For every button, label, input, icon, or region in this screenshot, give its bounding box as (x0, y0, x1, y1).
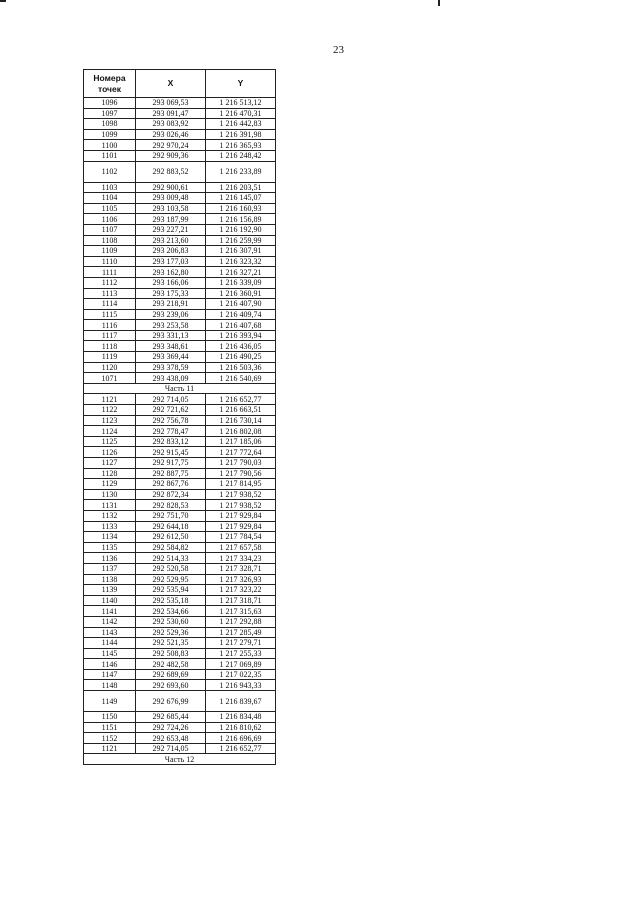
point-number-cell: 1116 (84, 320, 136, 331)
table-row (84, 669, 276, 680)
point-number-cell: 1139 (84, 585, 136, 596)
point-number-cell: 1117 (84, 330, 136, 341)
y-coordinate-cell: 1 217 326,93 (206, 574, 276, 585)
y-coordinate-cell: 1 216 407,68 (206, 320, 276, 331)
point-number-cell: 1145 (84, 648, 136, 659)
table-row (84, 638, 276, 649)
point-number-cell: 1140 (84, 595, 136, 606)
y-coordinate-cell: 1 216 248,42 (206, 150, 276, 161)
x-coordinate-cell: 292 514,33 (136, 553, 206, 564)
table-row (84, 98, 276, 109)
point-number-cell: 1134 (84, 532, 136, 543)
table-row (84, 648, 276, 659)
x-coordinate-cell: 293 331,13 (136, 330, 206, 341)
x-coordinate-cell: 292 917,75 (136, 458, 206, 469)
y-coordinate-cell: 1 216 436,05 (206, 341, 276, 352)
y-coordinate-cell: 1 216 360,91 (206, 288, 276, 299)
scan-edge-mark (438, 0, 440, 6)
point-number-cell: 1114 (84, 299, 136, 310)
table-row (84, 532, 276, 543)
table-row (84, 182, 276, 193)
x-coordinate-cell: 292 612,50 (136, 532, 206, 543)
table-row (84, 309, 276, 320)
y-coordinate-cell: 1 217 938,52 (206, 500, 276, 511)
table-row (84, 373, 276, 384)
table-row (84, 521, 276, 532)
point-number-cell: 1113 (84, 288, 136, 299)
point-number-cell: 1143 (84, 627, 136, 638)
table-row (84, 510, 276, 521)
x-coordinate-cell: 293 253,58 (136, 320, 206, 331)
x-coordinate-cell: 292 529,36 (136, 627, 206, 638)
point-number-cell: 1119 (84, 352, 136, 363)
y-coordinate-cell: 1 216 503,36 (206, 362, 276, 373)
x-coordinate-cell: 292 689,69 (136, 669, 206, 680)
x-coordinate-cell: 292 584,82 (136, 542, 206, 553)
table-row (84, 595, 276, 606)
table-row (84, 341, 276, 352)
table-row (84, 246, 276, 257)
table-row (84, 129, 276, 140)
table-row (84, 426, 276, 437)
x-coordinate-cell: 293 206,83 (136, 246, 206, 257)
y-coordinate-cell: 1 217 657,58 (206, 542, 276, 553)
y-coordinate-cell: 1 216 810,62 (206, 722, 276, 733)
y-coordinate-cell: 1 217 929,84 (206, 510, 276, 521)
header-y: Y (206, 70, 276, 98)
y-coordinate-cell: 1 216 730,14 (206, 415, 276, 426)
y-coordinate-cell: 1 216 307,91 (206, 246, 276, 257)
x-coordinate-cell: 293 369,44 (136, 352, 206, 363)
table-row (84, 627, 276, 638)
y-coordinate-cell: 1 216 409,74 (206, 309, 276, 320)
x-coordinate-cell: 293 227,21 (136, 224, 206, 235)
table-row (84, 722, 276, 733)
x-coordinate-cell: 292 520,58 (136, 563, 206, 574)
point-number-cell: 1101 (84, 150, 136, 161)
y-coordinate-cell: 1 216 696,69 (206, 733, 276, 744)
x-coordinate-cell: 292 909,36 (136, 150, 206, 161)
table-row (84, 405, 276, 416)
x-coordinate-cell: 293 026,46 (136, 129, 206, 140)
point-number-cell: 1110 (84, 256, 136, 267)
table-row (84, 352, 276, 363)
point-number-cell: 1125 (84, 436, 136, 447)
x-coordinate-cell: 292 833,12 (136, 436, 206, 447)
table-row (84, 468, 276, 479)
x-coordinate-cell: 292 676,99 (136, 691, 206, 712)
y-coordinate-cell: 1 216 470,31 (206, 108, 276, 119)
point-number-cell: 1128 (84, 468, 136, 479)
x-coordinate-cell: 292 693,60 (136, 680, 206, 691)
y-coordinate-cell: 1 217 069,89 (206, 659, 276, 670)
point-number-cell: 1130 (84, 489, 136, 500)
x-coordinate-cell: 293 175,33 (136, 288, 206, 299)
point-number-cell: 1146 (84, 659, 136, 670)
point-number-cell: 1098 (84, 119, 136, 130)
point-number-cell: 1109 (84, 246, 136, 257)
x-coordinate-cell: 293 187,99 (136, 214, 206, 225)
table-row (84, 680, 276, 691)
y-coordinate-cell: 1 216 834,48 (206, 712, 276, 723)
point-number-cell: 1136 (84, 553, 136, 564)
point-number-cell: 1151 (84, 722, 136, 733)
x-coordinate-cell: 293 103,58 (136, 203, 206, 214)
y-coordinate-cell: 1 217 784,54 (206, 532, 276, 543)
y-coordinate-cell: 1 216 407,90 (206, 299, 276, 310)
y-coordinate-cell: 1 217 790,03 (206, 458, 276, 469)
x-coordinate-cell: 292 828,53 (136, 500, 206, 511)
point-number-cell: 1107 (84, 224, 136, 235)
table-row (84, 743, 276, 754)
point-number-cell: 1132 (84, 510, 136, 521)
table-row (84, 394, 276, 405)
x-coordinate-cell: 292 721,62 (136, 405, 206, 416)
y-coordinate-cell: 1 216 540,69 (206, 373, 276, 384)
x-coordinate-cell: 293 348,61 (136, 341, 206, 352)
y-coordinate-cell: 1 217 814,95 (206, 479, 276, 490)
table-row (84, 203, 276, 214)
y-coordinate-cell: 1 216 391,98 (206, 129, 276, 140)
x-coordinate-cell: 293 091,47 (136, 108, 206, 119)
x-coordinate-cell: 292 900,61 (136, 182, 206, 193)
x-coordinate-cell: 293 083,92 (136, 119, 206, 130)
point-number-cell: 1142 (84, 616, 136, 627)
table-row (84, 277, 276, 288)
y-coordinate-cell: 1 217 255,33 (206, 648, 276, 659)
point-number-cell: 1148 (84, 680, 136, 691)
table-row (84, 542, 276, 553)
x-coordinate-cell: 293 009,48 (136, 193, 206, 204)
y-coordinate-cell: 1 217 772,64 (206, 447, 276, 458)
point-number-cell: 1144 (84, 638, 136, 649)
table-row (84, 574, 276, 585)
section-row (84, 383, 276, 394)
table-row (84, 119, 276, 130)
point-number-cell: 1121 (84, 394, 136, 405)
x-coordinate-cell: 293 069,53 (136, 98, 206, 109)
point-number-cell: 1150 (84, 712, 136, 723)
table-row (84, 563, 276, 574)
y-coordinate-cell: 1 216 490,25 (206, 352, 276, 363)
y-coordinate-cell: 1 217 279,71 (206, 638, 276, 649)
table-row (84, 458, 276, 469)
table-row (84, 489, 276, 500)
point-number-cell: 1097 (84, 108, 136, 119)
y-coordinate-cell: 1 217 334,23 (206, 553, 276, 564)
table-row (84, 436, 276, 447)
table-row (84, 320, 276, 331)
point-number-cell: 1118 (84, 341, 136, 352)
y-coordinate-cell: 1 216 652,77 (206, 394, 276, 405)
point-number-cell: 1135 (84, 542, 136, 553)
point-number-cell: 1133 (84, 521, 136, 532)
x-coordinate-cell: 292 714,05 (136, 394, 206, 405)
point-number-cell: 1152 (84, 733, 136, 744)
table-row (84, 214, 276, 225)
table-row (84, 447, 276, 458)
y-coordinate-cell: 1 216 442,83 (206, 119, 276, 130)
y-coordinate-cell: 1 216 203,51 (206, 182, 276, 193)
y-coordinate-cell: 1 216 327,21 (206, 267, 276, 278)
x-coordinate-cell: 292 534,66 (136, 606, 206, 617)
scan-edge-mark (0, 0, 6, 2)
point-number-cell: 1099 (84, 129, 136, 140)
point-number-cell: 1096 (84, 98, 136, 109)
table-header-row (84, 70, 276, 98)
table-row (84, 140, 276, 151)
y-coordinate-cell: 1 216 339,09 (206, 277, 276, 288)
x-coordinate-cell: 292 644,18 (136, 521, 206, 532)
coordinates-table-body (84, 98, 276, 765)
section-label: Часть 12 (84, 754, 276, 765)
header-point-numbers: Номера точек (84, 70, 136, 98)
y-coordinate-cell: 1 217 315,63 (206, 606, 276, 617)
point-number-cell: 1071 (84, 373, 136, 384)
point-number-cell: 1147 (84, 669, 136, 680)
point-number-cell: 1106 (84, 214, 136, 225)
y-coordinate-cell: 1 216 393,94 (206, 330, 276, 341)
y-coordinate-cell: 1 216 160,93 (206, 203, 276, 214)
x-coordinate-cell: 292 756,78 (136, 415, 206, 426)
x-coordinate-cell: 292 883,52 (136, 161, 206, 182)
x-coordinate-cell: 292 887,75 (136, 468, 206, 479)
y-coordinate-cell: 1 216 365,93 (206, 140, 276, 151)
y-coordinate-cell: 1 217 938,52 (206, 489, 276, 500)
y-coordinate-cell: 1 216 323,32 (206, 256, 276, 267)
y-coordinate-cell: 1 216 513,12 (206, 98, 276, 109)
table-row (84, 150, 276, 161)
x-coordinate-cell: 293 239,06 (136, 309, 206, 320)
point-number-cell: 1122 (84, 405, 136, 416)
point-number-cell: 1121 (84, 743, 136, 754)
y-coordinate-cell: 1 216 802,08 (206, 426, 276, 437)
table-row (84, 193, 276, 204)
y-coordinate-cell: 1 217 292,88 (206, 616, 276, 627)
x-coordinate-cell: 292 508,83 (136, 648, 206, 659)
table-row (84, 585, 276, 596)
x-coordinate-cell: 292 915,45 (136, 447, 206, 458)
y-coordinate-cell: 1 217 022,35 (206, 669, 276, 680)
point-number-cell: 1149 (84, 691, 136, 712)
x-coordinate-cell: 292 529,95 (136, 574, 206, 585)
x-coordinate-cell: 292 724,26 (136, 722, 206, 733)
y-coordinate-cell: 1 217 323,22 (206, 585, 276, 596)
x-coordinate-cell: 292 685,44 (136, 712, 206, 723)
table-row (84, 299, 276, 310)
y-coordinate-cell: 1 217 328,71 (206, 563, 276, 574)
point-number-cell: 1129 (84, 479, 136, 490)
point-number-cell: 1126 (84, 447, 136, 458)
point-number-cell: 1104 (84, 193, 136, 204)
y-coordinate-cell: 1 217 185,06 (206, 436, 276, 447)
point-number-cell: 1105 (84, 203, 136, 214)
point-number-cell: 1108 (84, 235, 136, 246)
point-number-cell: 1120 (84, 362, 136, 373)
x-coordinate-cell: 292 653,48 (136, 733, 206, 744)
y-coordinate-cell: 1 216 652,77 (206, 743, 276, 754)
y-coordinate-cell: 1 216 192,90 (206, 224, 276, 235)
x-coordinate-cell: 293 166,06 (136, 277, 206, 288)
x-coordinate-cell: 292 970,24 (136, 140, 206, 151)
page-number: 23 (333, 44, 344, 56)
x-coordinate-cell: 292 530,60 (136, 616, 206, 627)
table-row (84, 224, 276, 235)
table-row (84, 659, 276, 670)
y-coordinate-cell: 1 216 839,67 (206, 691, 276, 712)
point-number-cell: 1124 (84, 426, 136, 437)
point-number-cell: 1141 (84, 606, 136, 617)
x-coordinate-cell: 293 213,60 (136, 235, 206, 246)
x-coordinate-cell: 292 482,58 (136, 659, 206, 670)
x-coordinate-cell: 293 378,59 (136, 362, 206, 373)
table-row (84, 616, 276, 627)
table-row (84, 500, 276, 511)
x-coordinate-cell: 292 714,05 (136, 743, 206, 754)
y-coordinate-cell: 1 216 943,33 (206, 680, 276, 691)
x-coordinate-cell: 293 162,80 (136, 267, 206, 278)
point-number-cell: 1137 (84, 563, 136, 574)
x-coordinate-cell: 292 867,76 (136, 479, 206, 490)
point-number-cell: 1103 (84, 182, 136, 193)
table-row (84, 415, 276, 426)
x-coordinate-cell: 293 177,03 (136, 256, 206, 267)
y-coordinate-cell: 1 217 790,56 (206, 468, 276, 479)
table-row (84, 362, 276, 373)
header-x: X (136, 70, 206, 98)
x-coordinate-cell: 292 778,47 (136, 426, 206, 437)
table-row (84, 288, 276, 299)
point-number-cell: 1131 (84, 500, 136, 511)
table-row (84, 553, 276, 564)
y-coordinate-cell: 1 216 233,89 (206, 161, 276, 182)
table-row (84, 691, 276, 712)
point-number-cell: 1102 (84, 161, 136, 182)
point-number-cell: 1100 (84, 140, 136, 151)
table-row (84, 235, 276, 246)
coordinates-table (83, 69, 276, 765)
y-coordinate-cell: 1 216 145,07 (206, 193, 276, 204)
y-coordinate-cell: 1 216 156,89 (206, 214, 276, 225)
point-number-cell: 1123 (84, 415, 136, 426)
section-row (84, 754, 276, 765)
table-row (84, 267, 276, 278)
x-coordinate-cell: 292 521,35 (136, 638, 206, 649)
y-coordinate-cell: 1 217 285,49 (206, 627, 276, 638)
point-number-cell: 1111 (84, 267, 136, 278)
x-coordinate-cell: 292 535,18 (136, 595, 206, 606)
point-number-cell: 1138 (84, 574, 136, 585)
point-number-cell: 1115 (84, 309, 136, 320)
x-coordinate-cell: 292 535,94 (136, 585, 206, 596)
table-row (84, 479, 276, 490)
section-label: Часть 11 (84, 383, 276, 394)
table-row (84, 330, 276, 341)
y-coordinate-cell: 1 216 259,99 (206, 235, 276, 246)
table-row (84, 606, 276, 617)
x-coordinate-cell: 292 751,70 (136, 510, 206, 521)
table-row (84, 712, 276, 723)
x-coordinate-cell: 293 438,09 (136, 373, 206, 384)
x-coordinate-cell: 293 218,91 (136, 299, 206, 310)
table-row (84, 733, 276, 744)
table-row (84, 256, 276, 267)
y-coordinate-cell: 1 217 929,84 (206, 521, 276, 532)
y-coordinate-cell: 1 217 318,71 (206, 595, 276, 606)
point-number-cell: 1127 (84, 458, 136, 469)
x-coordinate-cell: 292 872,34 (136, 489, 206, 500)
point-number-cell: 1112 (84, 277, 136, 288)
table-row (84, 108, 276, 119)
table-row (84, 161, 276, 182)
y-coordinate-cell: 1 216 663,51 (206, 405, 276, 416)
